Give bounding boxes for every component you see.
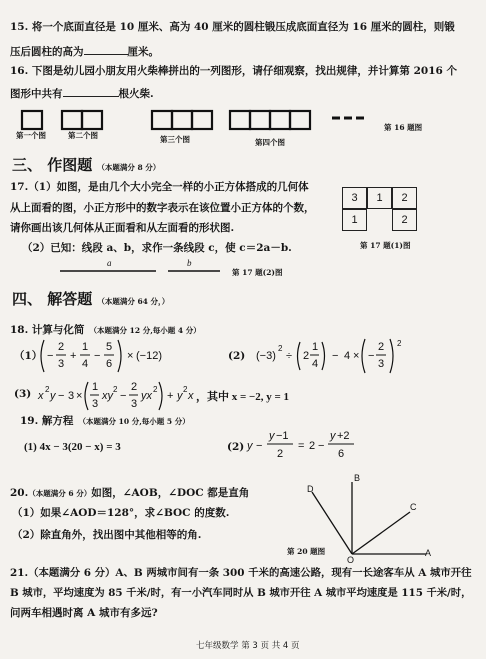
svg-text:3: 3 (378, 358, 385, 370)
svg-text:−: − (58, 390, 65, 402)
section4-score: （本题满分 64 分，） (97, 297, 170, 306)
svg-text:y: y (269, 430, 275, 442)
q20-p1: （1）如果∠AOD＝128°，求∠BOC 的度数. (12, 507, 230, 519)
ray-od (312, 492, 352, 554)
svg-text:−: − (332, 350, 339, 362)
svg-text:÷: ÷ (286, 350, 293, 362)
q15-line1: 15. 将一个底面直径是 10 厘米、高为 40 厘米的圆柱锻压成底面直径为 16 厘米的圆柱，则锻 (10, 21, 455, 33)
svg-text:2: 2 (45, 385, 50, 394)
q18-heading (10, 318, 201, 337)
svg-text:−: − (318, 440, 325, 452)
svg-text:2: 2 (183, 385, 188, 394)
svg-text:2: 2 (277, 448, 284, 460)
svg-text:2: 2 (113, 385, 118, 394)
q18-p2-expression (252, 334, 452, 376)
matchstick-square (172, 111, 192, 129)
q17-p1-line3: 请你画出该几何体从正面看和从左面看的形状图. (10, 222, 235, 234)
q16-answer-blank[interactable] (63, 85, 119, 97)
q19-score: （本题满分 10 分,每小题 5 分） (78, 417, 190, 426)
svg-text:1: 1 (92, 381, 99, 393)
q21-line2: B 城市，平均速度为 85 千米/时，有一小汽车同时从 B 城市开往 A 城市平均速度是 115 千米/时， (10, 587, 472, 599)
q17-p2-line: （2）已知：线段 a、b，求作一条线段 c，使 c＝2a－b. (22, 242, 292, 254)
svg-text:y: y (247, 440, 253, 452)
svg-text:−1: −1 (276, 430, 289, 442)
svg-text:4: 4 (344, 350, 351, 362)
svg-text:−: − (47, 350, 54, 362)
svg-text:−: − (368, 350, 375, 362)
label-d: D (307, 484, 314, 494)
label-c: C (410, 502, 417, 512)
q17-segments (60, 258, 230, 278)
svg-text:1: 1 (312, 341, 319, 353)
svg-text:y: y (177, 390, 183, 402)
svg-text:=: = (298, 440, 305, 452)
svg-text:+: + (70, 350, 77, 362)
svg-text:+2: +2 (337, 430, 350, 442)
svg-text:2: 2 (153, 385, 158, 394)
svg-text:y: y (330, 430, 336, 442)
q20-caption: 第 20 题图 (287, 547, 326, 556)
svg-text:2: 2 (58, 341, 65, 353)
matchstick-square (270, 111, 290, 129)
q16-line2-post: 根火柴. (118, 88, 154, 100)
svg-text:−: − (256, 440, 263, 452)
q16-fig2-label: 第二个图 (68, 131, 98, 140)
label-a: A (425, 548, 432, 558)
svg-text:(−3): (−3) (256, 350, 276, 362)
matchstick-square (22, 111, 42, 129)
section4-title: 四、 解答题 (12, 290, 93, 308)
grid-cell-empty (367, 209, 392, 231)
q16-fig1-label: 第一个图 (16, 131, 46, 140)
svg-text:5: 5 (106, 341, 113, 353)
svg-text:y: y (50, 390, 56, 402)
label-b: B (354, 473, 361, 483)
svg-text:3: 3 (92, 398, 99, 410)
svg-text:2: 2 (131, 381, 138, 393)
svg-text:2: 2 (303, 350, 310, 362)
q17-top-view-grid (342, 187, 420, 235)
page-footer: 七年级数学 第 3 页 共 4 页 (196, 641, 300, 651)
q18-p1-expression (38, 336, 208, 376)
q17-p1-line2: 从上面看的图，小正方形中的数字表示在该位置小正方体的个数， (10, 202, 315, 214)
q19-title: 19. 解方程 (20, 415, 74, 427)
svg-text:4: 4 (82, 358, 89, 370)
svg-text:6: 6 (106, 358, 113, 370)
svg-text:×: × (127, 350, 134, 362)
svg-text:yx: yx (141, 390, 152, 402)
q15-line2 (10, 43, 159, 59)
q21-line3: 问两车相遇时离 A 城市有多远? (10, 607, 158, 619)
svg-text:−: − (120, 390, 127, 402)
svg-text:2: 2 (397, 339, 402, 348)
q15-line2-post: 厘米。 (127, 46, 159, 58)
section3-score: （本题满分 8 分） (97, 163, 161, 172)
svg-text:3: 3 (68, 390, 75, 402)
matchstick-square (250, 111, 270, 129)
q16-line1: 16. 下图是幼儿园小朋友用火柴棒拼出的一列图形，请仔细观察，找出规律，并计算第 2016 个 (10, 65, 457, 77)
ray-oc (352, 512, 410, 554)
svg-text:2: 2 (309, 440, 316, 452)
svg-text:3: 3 (131, 398, 138, 410)
matchstick-square (192, 111, 212, 129)
q18-p2-label: (2) (228, 350, 246, 362)
grid-cell: 1 (342, 209, 367, 231)
q18-score: （本题满分 12 分,每小题 4 分） (89, 326, 201, 335)
svg-text:1: 1 (82, 341, 89, 353)
q19-p2-equation (245, 424, 375, 466)
q17-fig2-caption: 第 17 题(2)图 (232, 268, 283, 277)
svg-text:×: × (353, 350, 360, 362)
q18-p1-label: （1） (14, 350, 43, 362)
grid-cell: 3 (342, 187, 367, 209)
svg-text:+: + (167, 390, 174, 402)
q18-title: 18. 计算与化简 (10, 324, 85, 336)
q16-line2-pre: 图形中共有 (10, 88, 63, 100)
svg-text:−: − (94, 350, 101, 362)
matchstick-square (82, 111, 102, 129)
segment-b-label: b (187, 258, 192, 268)
q19-heading (20, 409, 190, 428)
section4-heading (12, 288, 169, 309)
q15-answer-blank[interactable] (84, 43, 128, 55)
q20-score: （本题满分 6 分） (28, 489, 92, 498)
q16-line2 (10, 85, 154, 101)
svg-text:×: × (76, 390, 83, 402)
grid-cell: 2 (392, 187, 417, 209)
q20-number: 20. (10, 487, 29, 499)
q20-line1-text: 如图，∠AOB，∠DOC 都是直角 (91, 487, 250, 499)
segment-a-label: a (107, 258, 112, 268)
q17-fig1-caption: 第 17 题(1)图 (360, 241, 411, 250)
q20-p2: （2）除直角外，找出图中其他相等的角. (12, 529, 202, 541)
svg-text:x: x (188, 390, 194, 402)
matchstick-square (290, 111, 310, 129)
matchstick-square (62, 111, 82, 129)
q20-line1 (10, 486, 249, 501)
section3-title: 三、 作图题 (12, 156, 93, 174)
matchstick-square (230, 111, 250, 129)
section3-heading (12, 154, 160, 175)
q16-fig4-label: 第四个图 (255, 138, 285, 147)
matchstick-square (152, 111, 172, 129)
q21-line1: 21.（本题满分 6 分）A、B 两城市间有一条 300 千米的高速公路，现有一长途客车从 A 城市开往 (10, 567, 472, 579)
svg-text:2: 2 (378, 341, 385, 353)
q18-p3-label: (3) (14, 388, 32, 400)
svg-text:x: x (38, 390, 44, 402)
q19-p2-label: (2) (227, 441, 245, 453)
q19-p1-equation: (1) 4x − 3(20 − x) = 3 (24, 441, 121, 453)
q16-fig3-label: 第三个图 (160, 135, 190, 144)
grid-cell: 2 (392, 209, 417, 231)
svg-text:xy: xy (102, 390, 113, 402)
svg-text:2: 2 (278, 344, 283, 353)
label-o: O (347, 555, 355, 565)
q15-line2-pre: 压后圆柱的高为 (10, 46, 84, 58)
svg-text:4: 4 (312, 358, 319, 370)
grid-cell: 1 (367, 187, 392, 209)
q18-p3-condition: ，其中 x = −2, y = 1 (196, 391, 290, 403)
svg-text:6: 6 (338, 448, 345, 460)
svg-text:(−12): (−12) (136, 350, 162, 362)
q17-p1-line1: 17.（1）如图，是由几个大小完全一样的小正方体搭成的几何体 (10, 181, 309, 193)
q16-caption: 第 16 题图 (384, 123, 423, 132)
svg-text:3: 3 (58, 358, 65, 370)
